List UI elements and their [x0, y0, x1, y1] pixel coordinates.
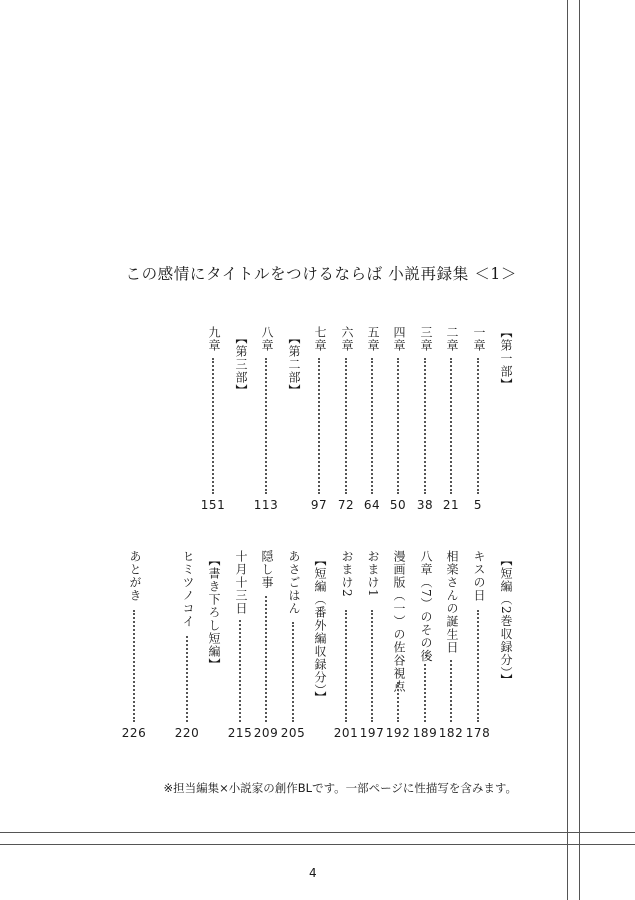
toc-leader: [397, 682, 401, 722]
toc-label: 八章（7）のその後: [419, 550, 433, 663]
toc-leader: [450, 660, 454, 722]
toc-page: 178: [465, 726, 491, 740]
toc-leader: [450, 358, 454, 494]
toc-heading-new-short: 【書き下ろし短編】: [207, 554, 221, 671]
toc-label: おまけ2: [340, 550, 354, 598]
toc-leader: [371, 610, 375, 722]
toc-label: ヒミツノコイ: [181, 550, 195, 628]
book-title: この感情にタイトルをつけるならば 小説再録集 ＜1＞: [125, 265, 517, 283]
toc-leader: [265, 358, 269, 494]
toc-heading-short-stories-extra: 【短編（番外編収録分）】: [313, 554, 327, 704]
toc-label: 三章: [419, 326, 433, 352]
toc-leader: [424, 664, 428, 722]
toc-leader: [345, 358, 349, 494]
toc-page: 38: [416, 498, 434, 512]
page-number: 4: [309, 866, 317, 880]
toc-leader: [477, 610, 481, 722]
toc-page: 97: [310, 498, 328, 512]
toc-page: 215: [227, 726, 253, 740]
toc-leader: [371, 358, 375, 494]
toc-label: 七章: [313, 326, 327, 352]
toc-label: あさごはん: [287, 550, 301, 615]
toc-label: キスの日: [472, 550, 486, 602]
toc-leader: [133, 610, 137, 722]
toc-leader: [186, 636, 190, 722]
toc-heading-part-2: 【第二部】: [287, 332, 301, 397]
toc-label: 九章: [207, 326, 221, 352]
toc-page: 182: [438, 726, 464, 740]
toc-leader: [212, 358, 216, 494]
toc-page: 113: [253, 498, 279, 512]
toc-leader: [397, 358, 401, 494]
toc-leader: [477, 358, 481, 494]
toc-page: 209: [253, 726, 279, 740]
frame-rule-vertical-2: [579, 0, 580, 900]
toc-label: 六章: [340, 326, 354, 352]
toc-leader: [318, 358, 322, 494]
toc-page: 50: [389, 498, 407, 512]
toc-page: 197: [359, 726, 385, 740]
toc-leader: [345, 610, 349, 722]
toc-leader: [265, 596, 269, 722]
toc-label: おまけ1: [366, 550, 380, 598]
toc-heading-part-3: 【第三部】: [234, 332, 248, 397]
toc-label: あとがき: [128, 550, 142, 602]
toc-leader: [292, 622, 296, 722]
toc-label: 漫画版（一）の佐谷視点: [392, 550, 406, 693]
toc-page: 64: [363, 498, 381, 512]
toc-page: 21: [442, 498, 460, 512]
toc-label: 八章: [260, 326, 274, 352]
toc-leader: [424, 358, 428, 494]
toc-heading-part-1: 【第一部】: [499, 326, 513, 391]
toc-label: 相楽さんの誕生日: [445, 550, 459, 654]
toc-page: 5: [473, 498, 483, 512]
toc-page: 192: [385, 726, 411, 740]
toc-label: 十月十三日: [234, 550, 248, 615]
content-note: ※担当編集×小説家の創作BLです。一部ページに性描写を含みます。: [163, 781, 517, 795]
toc-heading-short-stories-vol2: 【短編（2巻収録分）】: [499, 554, 513, 687]
toc-label: 二章: [445, 326, 459, 352]
toc-label: 一章: [472, 326, 486, 352]
frame-rule-horizontal-2: [0, 844, 635, 845]
toc-page: 226: [121, 726, 147, 740]
frame-rule-vertical-1: [567, 0, 568, 900]
toc-label: 隠し事: [260, 550, 274, 589]
toc-label: 四章: [392, 326, 406, 352]
toc-leader: [239, 620, 243, 722]
toc-page: 151: [200, 498, 226, 512]
toc-page: 205: [280, 726, 306, 740]
frame-rule-horizontal-1: [0, 832, 635, 833]
toc-page: 189: [412, 726, 438, 740]
toc-page: 201: [333, 726, 359, 740]
toc-label: 五章: [366, 326, 380, 352]
toc-page: 220: [174, 726, 200, 740]
toc-page: 72: [337, 498, 355, 512]
